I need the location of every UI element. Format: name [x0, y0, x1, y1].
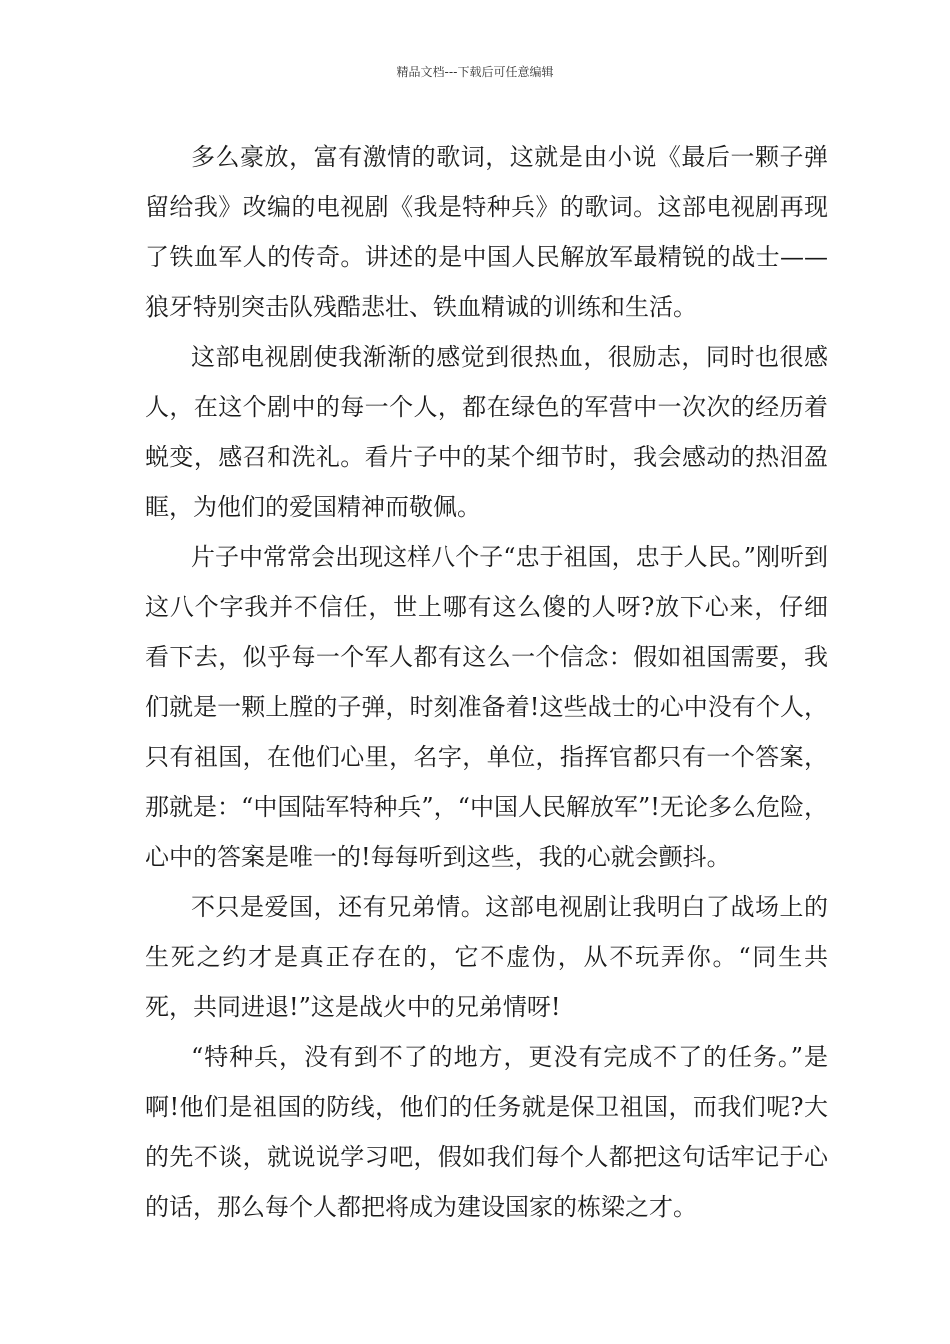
page-header: 精品文档---下载后可任意编辑: [396, 65, 554, 79]
paragraph-3: 片子中常常会出现这样八个子“忠于祖国，忠于人民。”刚听到这八个字我并不信任，世上哪有这么傻的人呀?放下心来，仔细看下去，似乎每一个军人都有这么一个信念：假如祖国需要，我们就是一颗上膛的子弹，时刻准备着!这些战士的心中没有个人，只有祖国，在他们心里，名字，单位，指挥官都只有一个答案，那就是：“中国陆军特种兵”，“中国人民解放军”!无论多么危险，心中的答案是唯一的!每每听到这些，我的心就会颤抖。: [145, 543, 828, 871]
paragraph-5: “特种兵，没有到不了的地方，更没有完成不了的任务。”是啊!他们是祖国的防线，他们的任务就是保卫祖国，而我们呢?大的先不谈，就说说学习吧，假如我们每个人都把这句话牢记于心的话，那么每个人都把将成为建设国家的栋梁之才。: [145, 1043, 828, 1221]
paragraph-1: 多么豪放，富有激情的歌词，这就是由小说《最后一颗子弹留给我》改编的电视剧《我是特种兵》的歌词。这部电视剧再现了铁血军人的传奇。讲述的是中国人民解放军最精锐的战士——狼牙特别突击队残酷悲壮、铁血精诚的训练和生活。: [145, 143, 828, 321]
document-body: [145, 132, 828, 1232]
paragraph-2: 这部电视剧使我渐渐的感觉到很热血，很励志，同时也很感人，在这个剧中的每一个人，都在绿色的军营中一次次的经历着蜕变，感召和洗礼。看片子中的某个细节时，我会感动的热泪盈眶，为他们的爱国精神而敬佩。: [145, 343, 828, 521]
paragraph-4: 不只是爱国，还有兄弟情。这部电视剧让我明白了战场上的生死之约才是真正存在的，它不虚伪，从不玩弄你。“同生共死，共同进退!”这是战火中的兄弟情呀!: [145, 893, 828, 1021]
